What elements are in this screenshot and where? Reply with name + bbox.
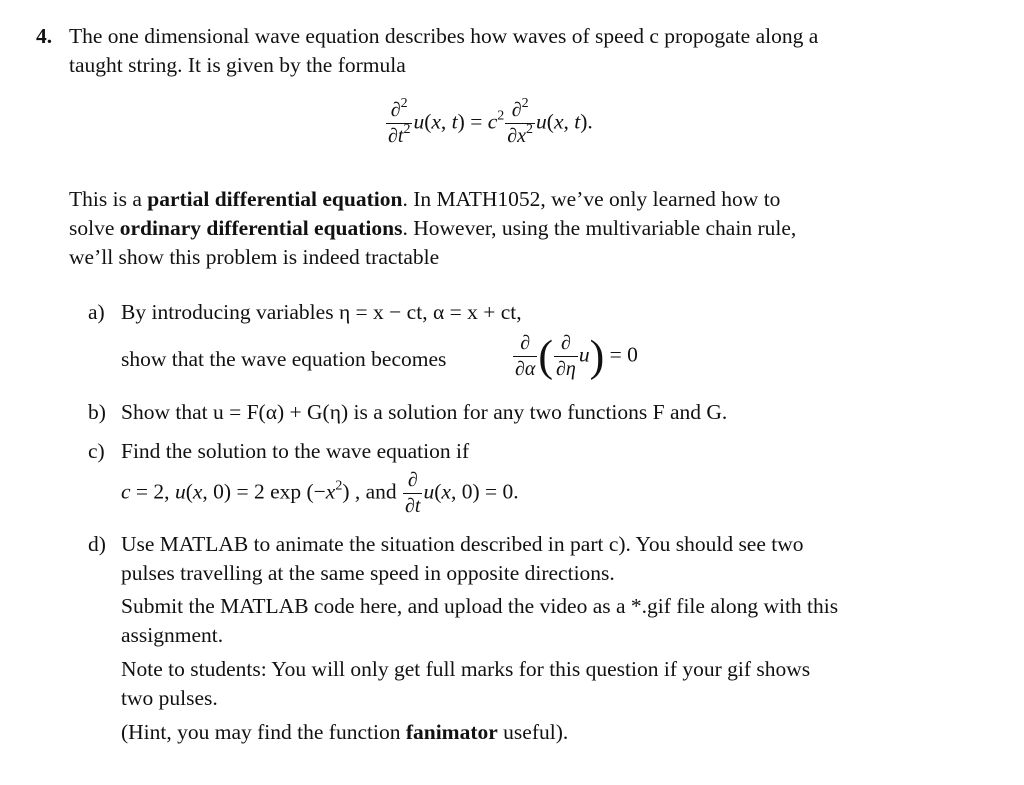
part-c-label: c) (88, 439, 105, 463)
part-d-line-6: two pulses. (121, 686, 218, 710)
transformed-equation: $\frac{\partial}{\partial\alpha}$ ( $\frac{\partial}{\partial\eta}$ u) = 0 (515, 331, 638, 381)
part-d-line-4: assignment. (121, 623, 224, 647)
part-a-line-2: show that the wave equation becomes (121, 347, 447, 371)
problem-number: 4. (36, 24, 53, 48)
part-d-line-5: Note to students: You will only get full marks for this question if your gif shows (121, 657, 811, 681)
part-d-line-7: (Hint, you may find the function fanimator useful). (121, 720, 569, 744)
paragraph-line-2: solve ordinary differential equations. However, using the multivariable chain rule, (69, 216, 797, 240)
part-b-text: Show that u = F(α) + G(η) is a solution for any two functions F and G. (121, 400, 728, 424)
part-a-line-1: By introducing variables η = x − ct, α = x + ct, (121, 300, 522, 324)
part-b-label: b) (88, 400, 106, 424)
intro-line-1: The one dimensional wave equation describes how waves of speed c propogate along a (69, 24, 819, 48)
part-d-line-2: pulses travelling at the same speed in opposite directions. (121, 561, 615, 585)
paragraph-line-3: we’ll show this problem is indeed tractable (69, 245, 440, 269)
part-c-line-1: Find the solution to the wave equation if (121, 439, 470, 463)
paragraph-line-1: This is a partial differential equation. In MATH1052, we’ve only learned how to (69, 187, 781, 211)
intro-line-2: taught string. It is given by the formula (69, 53, 406, 77)
part-d-label: d) (88, 532, 106, 556)
part-c-line-2: c = 2, u(x, 0) = 2 $\exp (-x^2)$ , and $\frac{\partial}{\partial t}$ u(x, 0) = 0. (121, 469, 519, 517)
wave-equation: $\frac{\partial^2}{\partial t^2}$ u(x, $t) = c^2$ $\frac{\partial^2}{\partial x^2}$ u(x, t). (388, 96, 593, 147)
part-d-line-1: Use MATLAB to animate the situation described in part c). You should see two (121, 532, 804, 556)
part-a-label: a) (88, 300, 105, 324)
part-d-line-3: Submit the MATLAB code here, and upload the video as a *.gif file along with this (121, 594, 839, 618)
